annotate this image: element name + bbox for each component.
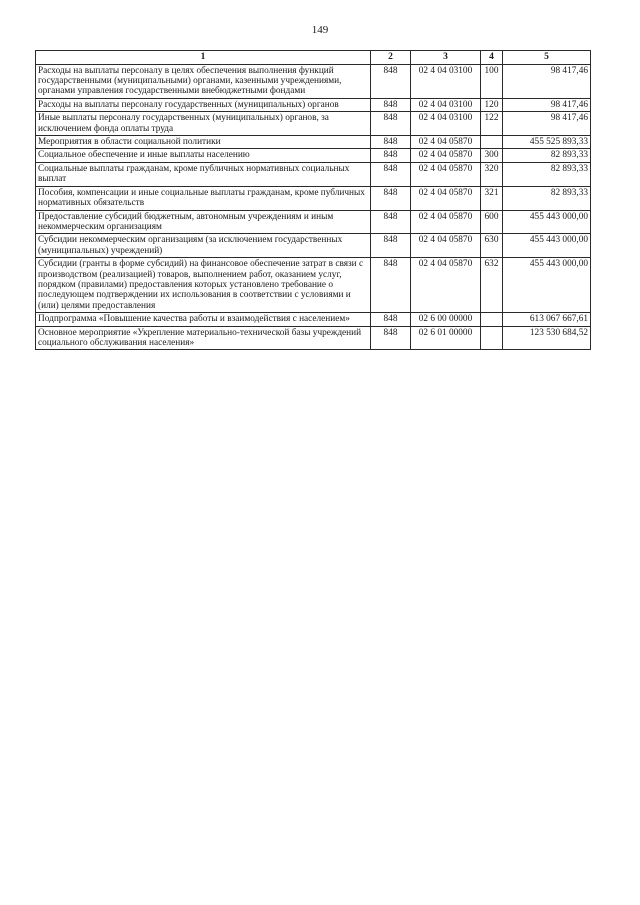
row-sum: 98 417,46 <box>503 98 591 111</box>
row-ved: 848 <box>371 136 411 149</box>
row-csr: 02 4 04 05870 <box>411 149 481 162</box>
row-name: Мероприятия в области социальной политики <box>36 136 371 149</box>
row-vr: 122 <box>481 112 503 136</box>
table-row <box>36 210 591 234</box>
row-name: Иные выплаты персоналу государственных (муниципальных) органов, за исключением фонда оплаты труда <box>36 112 371 136</box>
row-vr: 321 <box>481 186 503 210</box>
row-vr: 300 <box>481 149 503 162</box>
row-name: Пособия, компенсации и иные социальные выплаты гражданам, кроме публичных нормативных обязательств <box>36 186 371 210</box>
row-vr: 100 <box>481 64 503 98</box>
row-sum: 123 530 684,52 <box>503 326 591 350</box>
row-vr: 120 <box>481 98 503 111</box>
row-vr <box>481 313 503 326</box>
row-name: Подпрограмма «Повышение качества работы и взаимодействия с населением» <box>36 313 371 326</box>
row-ved: 848 <box>371 258 411 313</box>
row-name: Социальные выплаты гражданам, кроме публичных нормативных социальных выплат <box>36 162 371 186</box>
row-sum: 98 417,46 <box>503 64 591 98</box>
table-row <box>36 313 591 326</box>
row-csr: 02 6 00 00000 <box>411 313 481 326</box>
row-ved: 848 <box>371 162 411 186</box>
row-vr <box>481 326 503 350</box>
row-csr: 02 4 04 05870 <box>411 136 481 149</box>
row-vr: 320 <box>481 162 503 186</box>
row-vr: 632 <box>481 258 503 313</box>
row-csr: 02 4 04 05870 <box>411 162 481 186</box>
header-col-4: 4 <box>481 51 503 65</box>
table-row <box>36 98 591 111</box>
row-sum: 455 525 893,33 <box>503 136 591 149</box>
table-row <box>36 326 591 350</box>
row-name: Предоставление субсидий бюджетным, автономным учреждениям и иным некоммерческим организациям <box>36 210 371 234</box>
budget-table <box>35 50 591 350</box>
row-name: Расходы на выплаты персоналу в целях обеспечения выполнения функций государственными (муниципальными) органами, казенными учреждениями, органами управления государственными внебюджетными фондами <box>36 64 371 98</box>
header-col-2: 2 <box>371 51 411 65</box>
row-name: Основное мероприятие «Укрепление материально-технической базы учреждений социального обслуживания населения» <box>36 326 371 350</box>
row-sum: 455 443 000,00 <box>503 258 591 313</box>
row-name: Субсидии (гранты в форме субсидий) на финансовое обеспечение затрат в связи с производством (реализацией) товаров, выполнением работ, оказанием услуг, порядком (правилами) предоставления которых установлено требование о последующем подтверждении их использования в соответствии с условиями и (или) целями предоставления <box>36 258 371 313</box>
row-csr: 02 4 04 03100 <box>411 64 481 98</box>
row-sum: 455 443 000,00 <box>503 210 591 234</box>
row-vr: 600 <box>481 210 503 234</box>
row-ved: 848 <box>371 326 411 350</box>
row-ved: 848 <box>371 112 411 136</box>
header-row <box>36 51 591 65</box>
row-csr: 02 4 04 05870 <box>411 186 481 210</box>
row-csr: 02 6 01 00000 <box>411 326 481 350</box>
header-col-1: 1 <box>36 51 371 65</box>
row-ved: 848 <box>371 149 411 162</box>
row-sum: 82 893,33 <box>503 162 591 186</box>
table-row <box>36 149 591 162</box>
page-number: 149 <box>311 24 329 36</box>
row-ved: 848 <box>371 313 411 326</box>
row-ved: 848 <box>371 186 411 210</box>
row-sum: 613 067 667,61 <box>503 313 591 326</box>
table-row <box>36 258 591 313</box>
table-row <box>36 186 591 210</box>
table-row <box>36 234 591 258</box>
header-col-5: 5 <box>503 51 591 65</box>
row-vr <box>481 136 503 149</box>
row-sum: 98 417,46 <box>503 112 591 136</box>
header-col-3: 3 <box>411 51 481 65</box>
row-name: Расходы на выплаты персоналу государственных (муниципальных) органов <box>36 98 371 111</box>
row-ved: 848 <box>371 98 411 111</box>
row-sum: 82 893,33 <box>503 149 591 162</box>
table-row <box>36 112 591 136</box>
row-csr: 02 4 04 05870 <box>411 234 481 258</box>
table-row <box>36 64 591 98</box>
row-ved: 848 <box>371 64 411 98</box>
row-sum: 455 443 000,00 <box>503 234 591 258</box>
table-row <box>36 162 591 186</box>
row-csr: 02 4 04 05870 <box>411 210 481 234</box>
row-csr: 02 4 04 05870 <box>411 258 481 313</box>
row-ved: 848 <box>371 210 411 234</box>
row-ved: 848 <box>371 234 411 258</box>
row-csr: 02 4 04 03100 <box>411 98 481 111</box>
row-csr: 02 4 04 03100 <box>411 112 481 136</box>
row-name: Субсидии некоммерческим организациям (за исключением государственных (муниципальных) учреждений) <box>36 234 371 258</box>
table-row <box>36 136 591 149</box>
row-vr: 630 <box>481 234 503 258</box>
row-name: Социальное обеспечение и иные выплаты населению <box>36 149 371 162</box>
row-sum: 82 893,33 <box>503 186 591 210</box>
